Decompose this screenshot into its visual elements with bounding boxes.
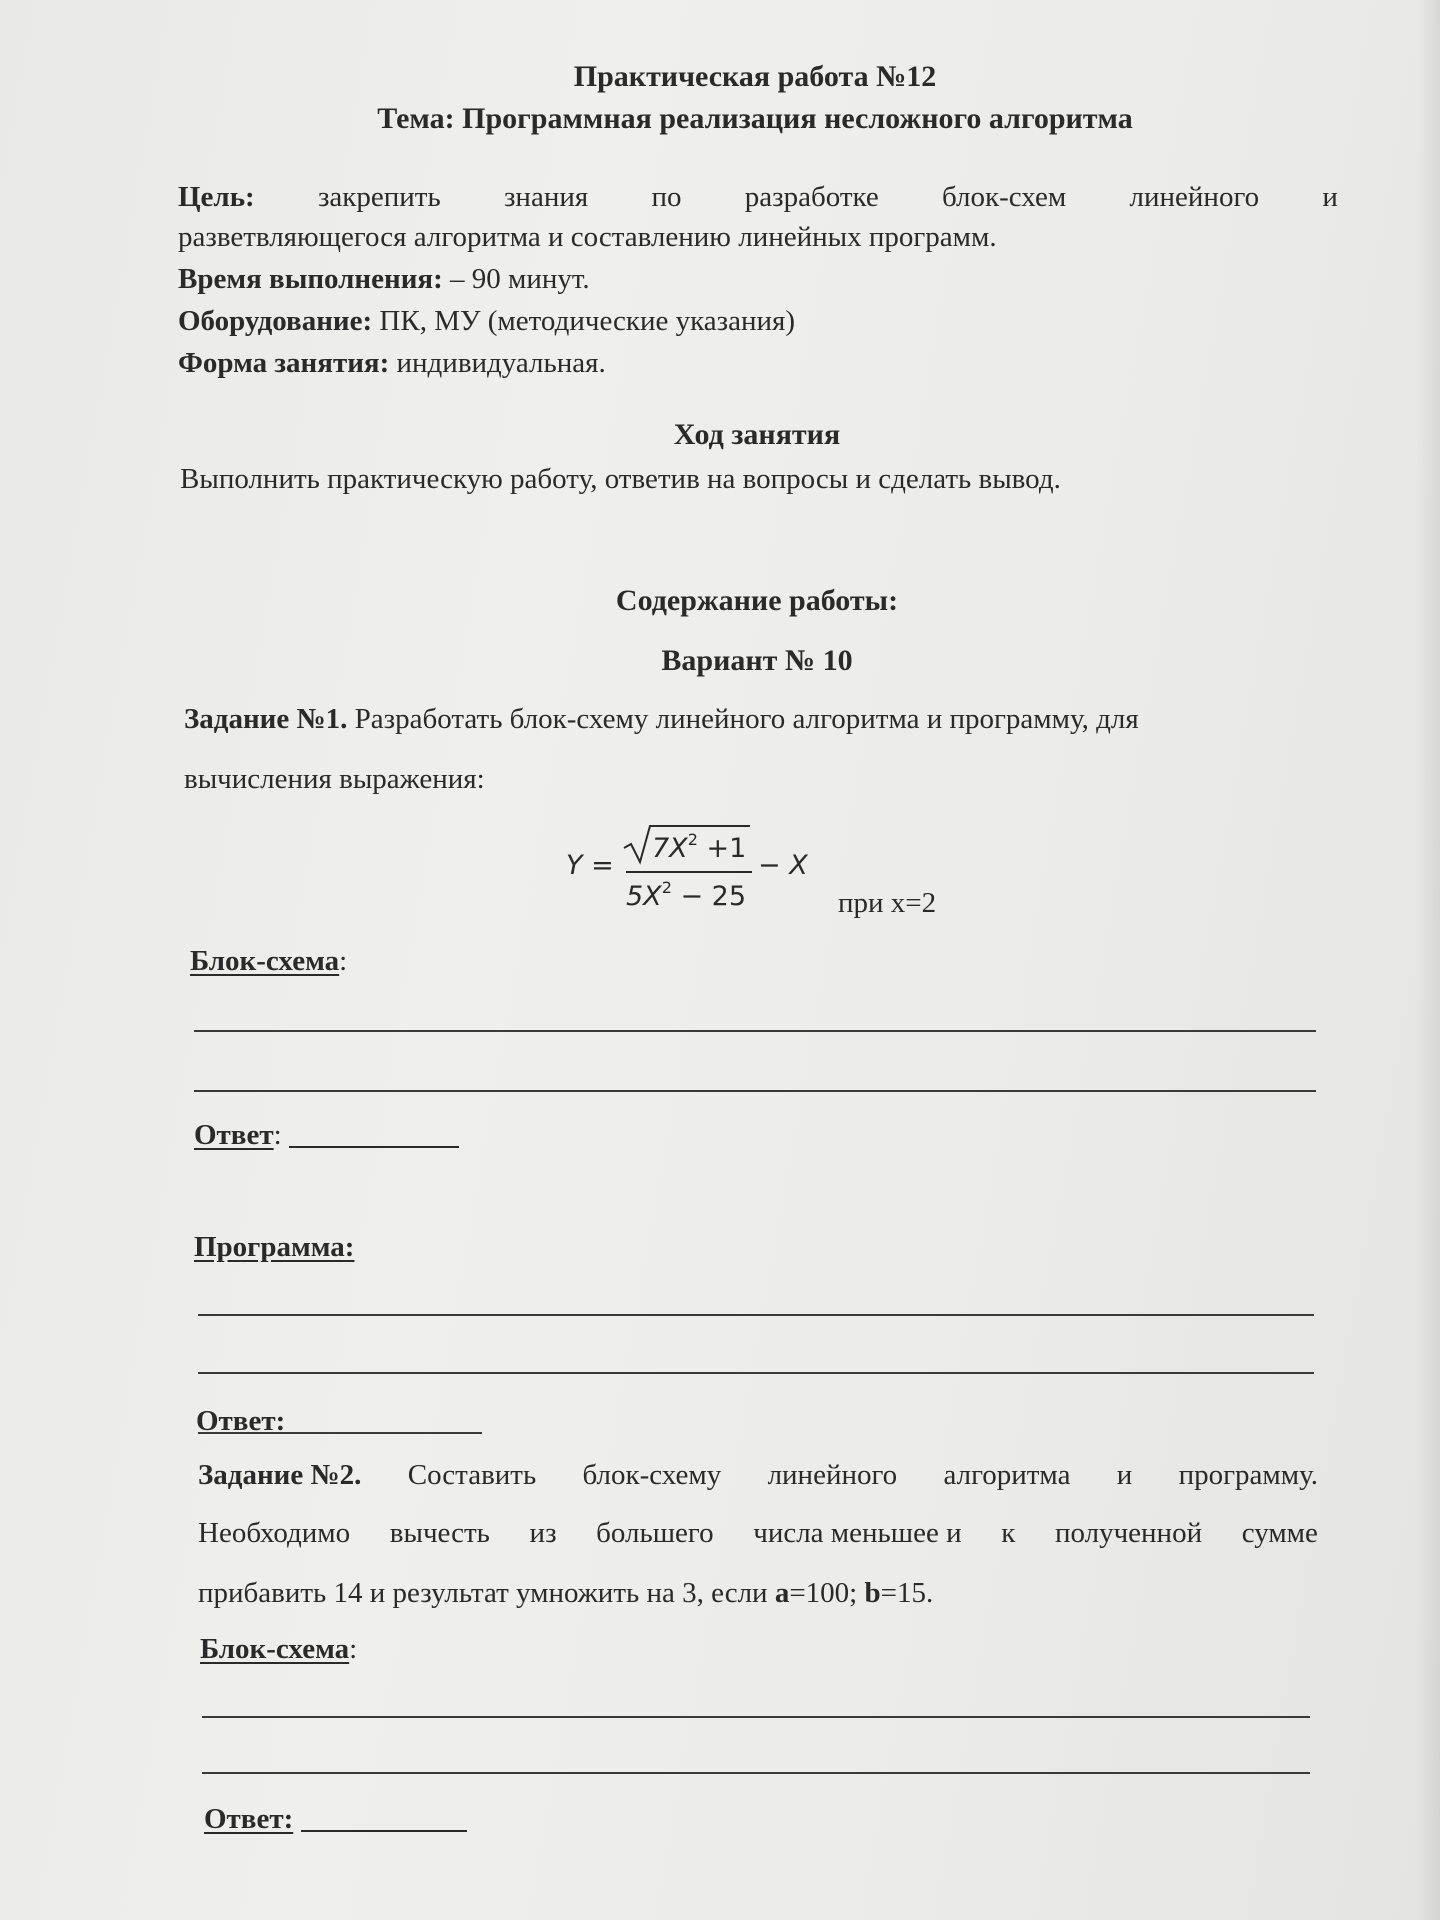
formula-numerator-base: 7X — [652, 833, 688, 864]
task2-word: алгоритма — [943, 1459, 1071, 1491]
formula-fraction-bar — [626, 871, 752, 873]
task1-answer-label: Ответ — [194, 1119, 274, 1151]
task1-text: Разработать блок-схему линейного алгоритма и программу, для — [347, 703, 1139, 735]
page-edge-shadow — [1416, 0, 1440, 1920]
formula-numerator — [652, 830, 746, 864]
lesson-text: Выполнить практическую работу, ответив на вопросы и сделать вывод. — [180, 463, 1061, 495]
task2-word: блок-схему — [582, 1459, 722, 1491]
task2-answer-row — [204, 1800, 467, 1838]
goal-word: блок-схем — [942, 181, 1067, 213]
goal-word: закрепить — [317, 181, 441, 213]
task2-word: линейного — [767, 1459, 898, 1491]
document-topic: Тема: Программная реализация несложного алгоритма — [377, 102, 1133, 135]
task2-word: большего — [596, 1517, 714, 1549]
colon: : — [349, 1633, 358, 1665]
form-row — [178, 344, 606, 382]
task2-answer-blank[interactable] — [301, 1804, 467, 1832]
goal-line-1 — [178, 178, 1338, 216]
document-title: Практическая работа №12 — [573, 60, 937, 93]
task1-program-answer-line-1[interactable] — [198, 1314, 1314, 1316]
equipment-row — [178, 302, 795, 340]
colon: : — [273, 1119, 282, 1151]
formula-denominator-tail: − 25 — [671, 881, 747, 912]
form-label: Форма занятия: — [178, 347, 390, 379]
task2-word: Составить — [407, 1459, 537, 1491]
task2-line-2 — [198, 1514, 1318, 1552]
task2-answer-label: Ответ: — [204, 1803, 294, 1835]
formula-numerator-tail: +1 — [697, 833, 747, 864]
task1-flowchart-label: Блок-схема — [190, 945, 340, 977]
task1-answer2-row — [196, 1402, 285, 1440]
task1-flowchart-answer-line-2[interactable] — [194, 1090, 1316, 1092]
equipment-label: Оборудование: — [178, 305, 373, 337]
formula-denominator-base: 5X — [626, 881, 662, 912]
task1-line-1 — [184, 700, 1139, 738]
task2-val-b: =15. — [880, 1577, 934, 1609]
task2-word: числа меньшее и — [753, 1517, 962, 1549]
task2-line-3 — [198, 1574, 933, 1612]
task2-flowchart-row — [200, 1630, 357, 1668]
formula-denominator — [626, 878, 746, 912]
task2-word: вычесть — [389, 1517, 490, 1549]
task2-word: и — [1116, 1459, 1133, 1491]
goal-line-2: разветвляющегося алгоритма и составлению линейных программ. — [178, 221, 997, 253]
form-value: индивидуальная. — [389, 347, 606, 379]
content-heading: Содержание работы: — [615, 584, 899, 617]
task2-word: сумме — [1241, 1517, 1318, 1549]
equipment-value: ПК, МУ (методические указания) — [372, 305, 796, 337]
formula-numerator-exponent: 2 — [687, 830, 698, 849]
task1-line-2: вычисления выражения: — [184, 763, 485, 795]
task2-word: из — [529, 1517, 557, 1549]
colon: : — [339, 945, 348, 977]
goal-word: по — [651, 181, 682, 213]
task2-word: полученной — [1054, 1517, 1203, 1549]
task1-program-label: Программа: — [194, 1231, 355, 1263]
task1-flowchart-answer-line-1[interactable] — [194, 1030, 1316, 1032]
time-row — [178, 260, 590, 298]
goal-label: Цель: — [178, 181, 255, 213]
task1-program-answer-line-2[interactable] — [198, 1372, 1314, 1374]
time-label: Время выполнения: — [178, 263, 443, 295]
goal-word: знания — [503, 181, 589, 213]
task2-word: программу. — [1178, 1459, 1318, 1491]
task2-word: к — [1001, 1517, 1016, 1549]
goal-word: и — [1322, 181, 1338, 213]
task1-program-row — [194, 1228, 354, 1266]
task2-flowchart-answer-line-1[interactable] — [202, 1716, 1310, 1718]
task2-flowchart-label: Блок-схема — [200, 1633, 350, 1665]
task2-var-a: a — [774, 1577, 790, 1609]
task2-line3-text: прибавить 14 и результат умножить на 3, если — [198, 1577, 775, 1609]
task2-var-b: b — [864, 1577, 881, 1609]
task1-answer2-label: Ответ: — [196, 1405, 286, 1437]
task2-label: Задание №2. — [198, 1459, 362, 1491]
time-value: – 90 минут. — [442, 263, 590, 295]
task2-word: Необходимо — [198, 1517, 351, 1549]
goal-word: линейного — [1129, 181, 1260, 213]
task1-label: Задание №1. — [184, 703, 348, 735]
task1-answer-row — [194, 1116, 459, 1154]
formula-lhs: Y = — [566, 850, 614, 881]
task1-answer2-underline[interactable] — [198, 1432, 482, 1434]
task1-answer-blank[interactable] — [289, 1120, 459, 1148]
formula-denominator-exponent: 2 — [661, 878, 672, 897]
formula-tail: − X — [758, 850, 808, 881]
task1-flowchart-row — [190, 942, 347, 980]
formula-condition: при x=2 — [838, 887, 937, 919]
task2-flowchart-answer-line-2[interactable] — [202, 1772, 1310, 1774]
goal-word: разработке — [744, 181, 879, 213]
lesson-heading: Ход занятия — [673, 418, 841, 451]
task2-line-1 — [198, 1456, 1318, 1494]
task2-val-a: =100; — [789, 1577, 865, 1609]
variant-heading: Вариант № 10 — [661, 644, 853, 677]
